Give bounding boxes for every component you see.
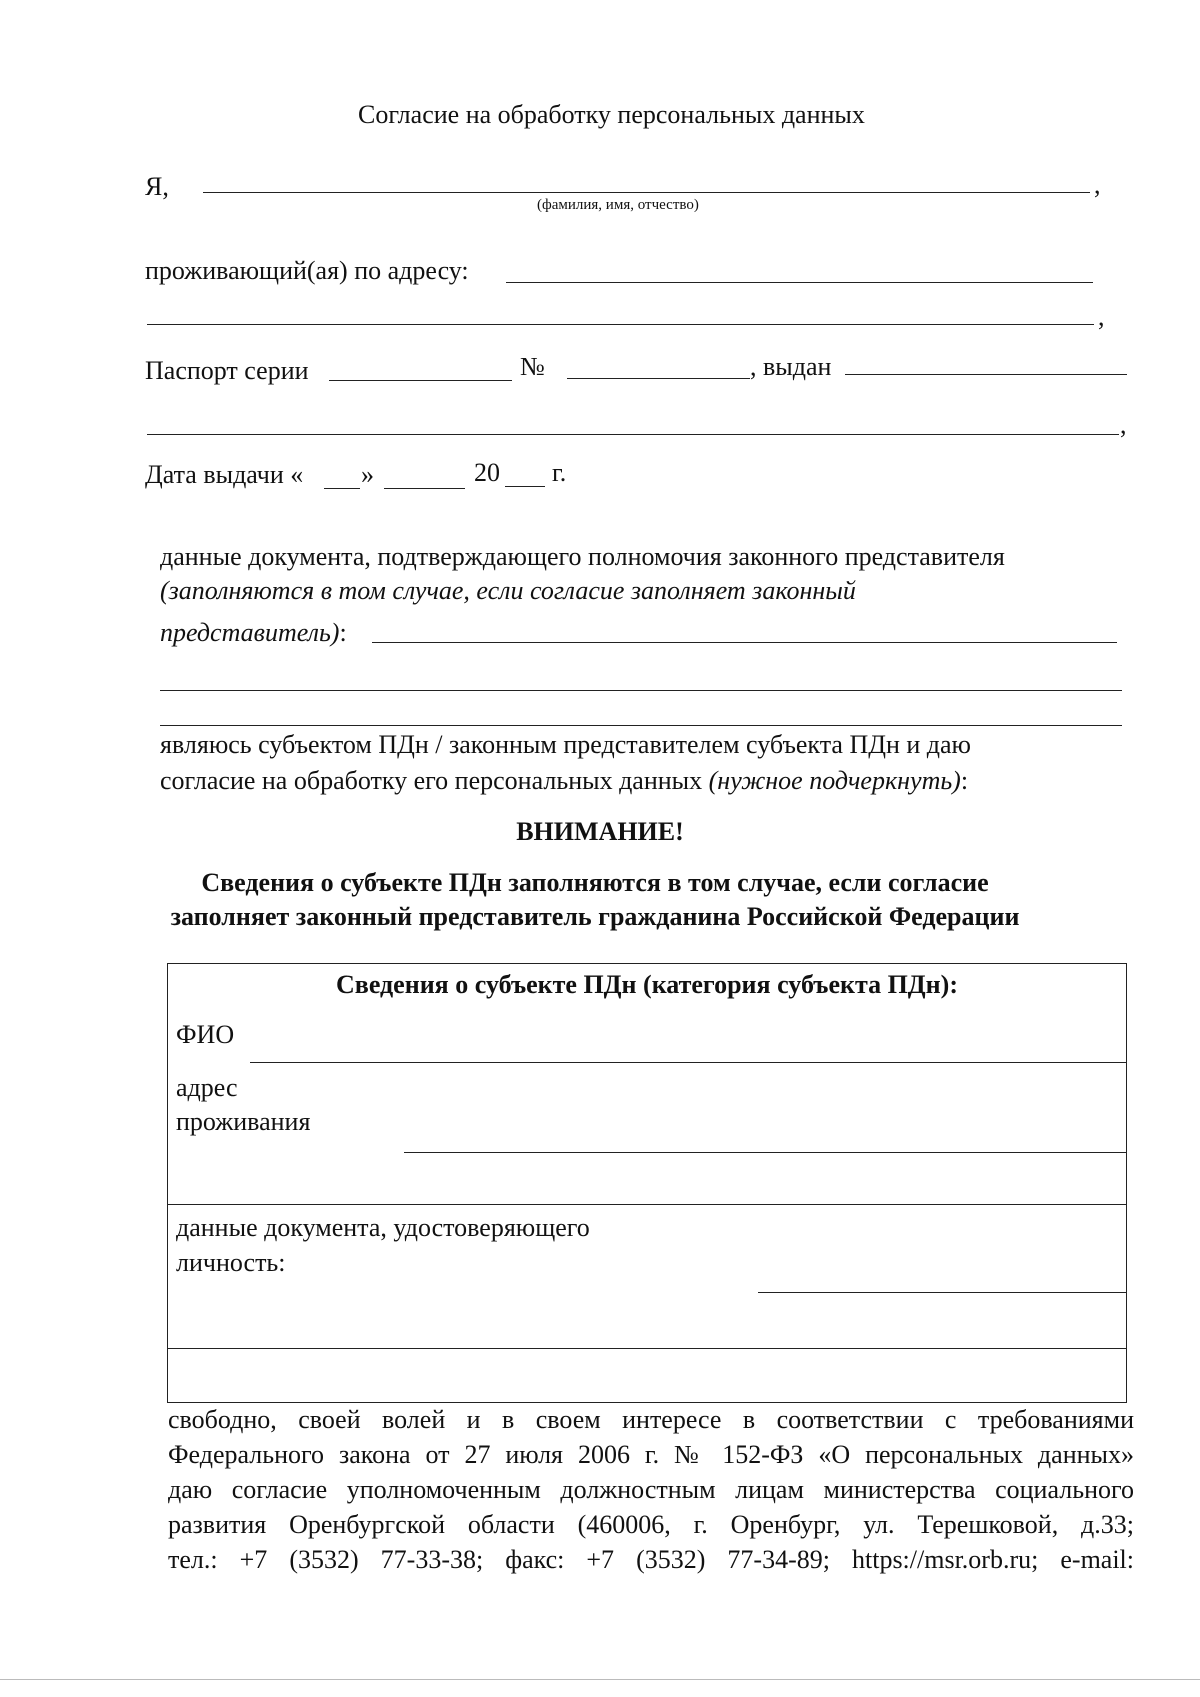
document-title: Согласие на обработку персональных данных xyxy=(358,100,865,129)
subject-address-line[interactable] xyxy=(404,1152,1127,1153)
rep-doc-line-field-3[interactable] xyxy=(160,725,1122,726)
subject-id-doc-label-2: личность: xyxy=(176,1248,286,1277)
subject-id-doc-line[interactable] xyxy=(758,1292,1127,1293)
subject-box-divider-2 xyxy=(167,1348,1127,1349)
rep-doc-line-2: (заполняются в том случае, если согласие заполняет законный xyxy=(160,576,856,605)
subject-box-heading: Сведения о субъекте ПДн (категория субъекта ПДн): xyxy=(336,970,958,999)
passport-number-line[interactable] xyxy=(567,378,750,379)
subject-fio-line[interactable] xyxy=(250,1062,1127,1063)
fio-hint: (фамилия, имя, отчество) xyxy=(537,197,699,213)
subject-box-divider-1 xyxy=(167,1204,1127,1205)
issue-day-line[interactable] xyxy=(324,488,360,489)
issue-year-line[interactable] xyxy=(505,486,545,487)
comma: , xyxy=(1120,410,1127,439)
address-label: проживающий(ая) по адресу: xyxy=(145,256,469,285)
subject-statement-line-1: являюсь субъектом ПДн / законным представителем субъекта ПДн и даю xyxy=(160,730,971,759)
attention-heading: ВНИМАНИЕ! xyxy=(516,817,684,846)
passport-series-line[interactable] xyxy=(329,380,512,381)
rep-doc-line-3 xyxy=(160,618,347,648)
issue-year-suffix: г. xyxy=(552,458,567,487)
comma: , xyxy=(1094,170,1101,199)
issue-month-line[interactable] xyxy=(384,488,465,489)
issue-date-label: Дата выдачи « xyxy=(145,460,304,489)
address-line-2[interactable] xyxy=(147,324,1094,325)
body-text-line-1: свободно, своей волей и в своем интересе в соответствии с требованиями xyxy=(168,1405,1134,1434)
comma: , xyxy=(1098,302,1105,331)
rep-doc-line-3-colon: : xyxy=(339,618,347,647)
body-text-line-2: Федерального закона от 27 июля 2006 г. № 152-ФЗ «О персональных данных» xyxy=(168,1440,1134,1469)
passport-issued-line-2[interactable] xyxy=(147,434,1119,435)
body-text-line-3: даю согласие уполномоченным должностным лицам министерства социального xyxy=(168,1475,1134,1504)
subject-address-label-1: адрес xyxy=(176,1073,238,1102)
passport-series-label: Паспорт серии xyxy=(145,356,309,385)
address-line-1[interactable] xyxy=(506,282,1093,283)
body-text-line-5: тел.: +7 (3532) 77-33-38; факс: +7 (3532) 77-34-89; https://msr.orb.ru; e-mail: xyxy=(168,1545,1134,1574)
body-text-line-4: развития Оренбургской области (460006, г. Оренбург, ул. Терешковой, д.33; xyxy=(168,1510,1134,1539)
underline-hint: (нужное подчеркнуть) xyxy=(708,766,961,795)
page-bottom-rule xyxy=(0,1679,1200,1680)
subject-address-label-2: проживания xyxy=(176,1107,311,1136)
subject-statement-line-2 xyxy=(160,766,968,796)
notice-line-2: заполняет законный представитель гражданина Российской Федерации xyxy=(170,902,1020,931)
rep-doc-line-field-1[interactable] xyxy=(372,642,1117,643)
rep-doc-line-3-italic: представитель) xyxy=(160,618,340,647)
passport-issued-line[interactable] xyxy=(845,374,1127,375)
rep-doc-line-field-2[interactable] xyxy=(160,690,1122,691)
issue-date-quote: » xyxy=(361,460,374,489)
rep-doc-line-1: данные документа, подтверждающего полномочия законного представителя xyxy=(160,542,1005,571)
subject-id-doc-label-1: данные документа, удостоверяющего xyxy=(176,1213,590,1242)
issue-year-prefix: 20 xyxy=(474,458,500,487)
subject-fio-label: ФИО xyxy=(176,1020,235,1049)
notice-line-1: Сведения о субъекте ПДн заполняются в том случае, если согласие xyxy=(201,868,989,897)
fio-line[interactable] xyxy=(203,192,1090,193)
ya-label: Я, xyxy=(145,172,169,201)
passport-issued-label: , выдан xyxy=(750,352,832,381)
subject-statement-colon: : xyxy=(960,766,969,795)
subject-statement-text: согласие на обработку его персональных данных xyxy=(160,766,703,795)
subject-info-box xyxy=(167,963,1127,1403)
passport-number-label: № xyxy=(520,352,545,381)
